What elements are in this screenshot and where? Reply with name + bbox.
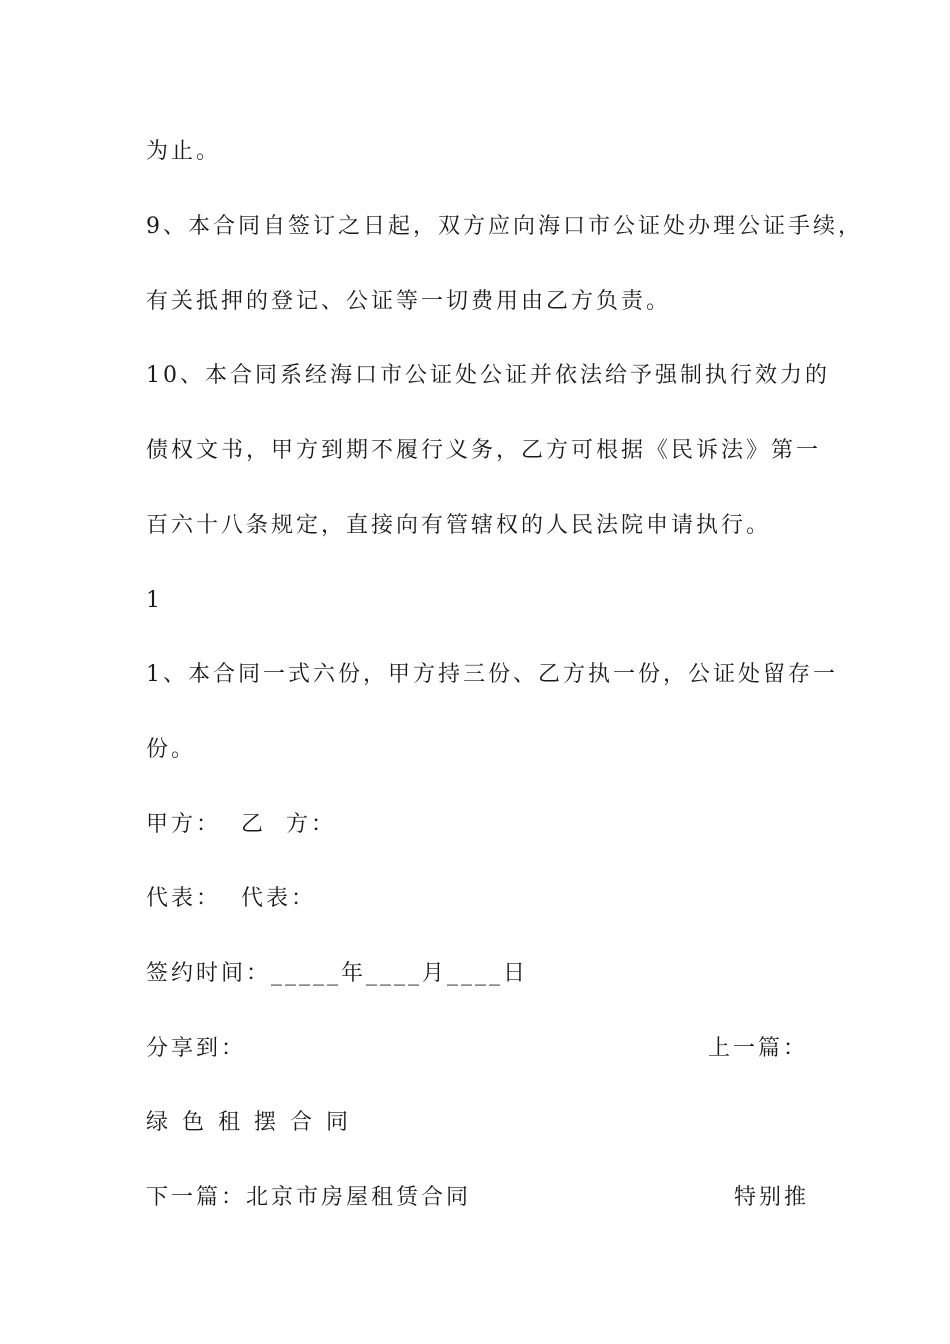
- paragraph-line: 有关抵押的登记、公证等一切费用由乙方负责。: [146, 289, 672, 314]
- party-line: 甲方： 乙 方：: [146, 812, 336, 837]
- prev-label: 上一篇：: [708, 1036, 809, 1061]
- share-label: 分享到：: [146, 1036, 247, 1061]
- paragraph-line: 份。: [146, 737, 197, 762]
- special-recommend-label: 特别推: [734, 1185, 810, 1210]
- paragraph-line: 为止。: [146, 139, 222, 164]
- paragraph-line: 债权文书，甲方到期不履行义务，乙方可根据《民诉法》第一: [146, 438, 822, 463]
- sign-time-line: 签约时间：_____年____月____日: [146, 961, 529, 986]
- representative-line: 代表： 代表：: [146, 886, 316, 911]
- paragraph-line: 1、本合同一式六份，甲方持三份、乙方执一份，公证处留存一: [146, 662, 838, 687]
- prev-article-link[interactable]: 绿色租摆合同: [146, 1110, 363, 1135]
- next-article-link[interactable]: 下一篇：北京市房屋租赁合同: [146, 1185, 472, 1210]
- paragraph-line: 百六十八条规定，直接向有管辖权的人民法院申请执行。: [146, 513, 772, 538]
- paragraph-line: 1: [146, 588, 163, 613]
- paragraph-line: 10、本合同系经海口市公证处公证并依法给予强制执行效力的: [146, 363, 830, 388]
- paragraph-line: 9、本合同自签订之日起，双方应向海口市公证处办理公证手续，: [146, 214, 863, 239]
